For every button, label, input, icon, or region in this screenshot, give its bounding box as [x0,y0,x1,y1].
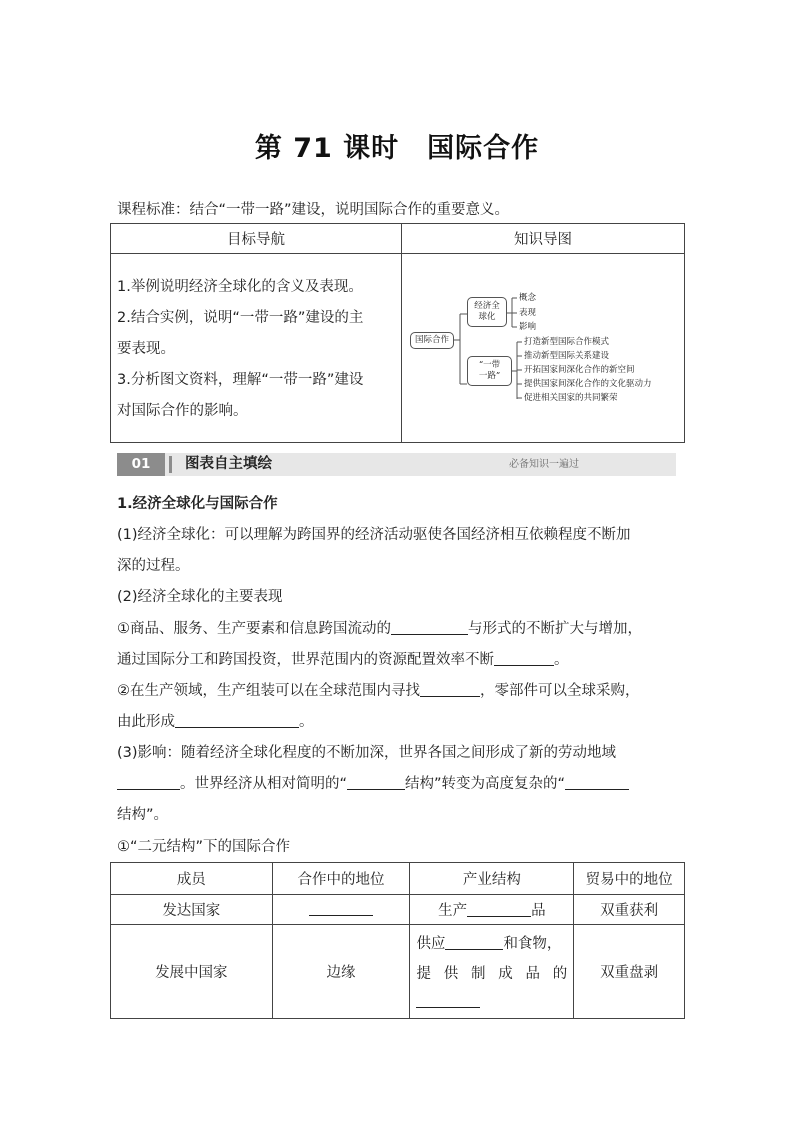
section-label: 图表自主填绘 [185,456,272,472]
header-trade: 贸易中的地位 [574,863,685,895]
cell-industry: 生产 品 [410,895,574,925]
goal-line: 要表现。 [117,341,175,357]
mindmap [402,254,686,444]
mindmap-branch-belt-road: “一带 一路” [467,356,512,386]
goal-line: 3.分析图文资料，理解“一带一路”建设 [117,372,364,388]
mindmap-leaf: 推动新型国际关系建设 [524,351,610,361]
section-number: 01 [117,453,165,476]
paragraph-line: ②在生产领域，生产组装可以在全球范围内寻找 ，零部件可以全球采购， [117,683,640,699]
goals-map-table [110,223,685,443]
fill-blank[interactable] [494,651,554,666]
mindmap-leaf: 促进相关国家的共同繁荣 [524,393,618,403]
cell-trade: 双重获利 [574,895,685,925]
dual-structure-table [110,862,685,1019]
fill-blank[interactable] [175,713,299,728]
mindmap-leaf: 概念 [519,293,537,303]
fill-blank[interactable] [565,775,629,790]
section-divider [169,456,172,473]
goal-line: 2.结合实例，说明“一带一路”建设的主 [117,310,364,326]
fill-blank[interactable] [347,775,405,790]
mindmap-leaf: 影响 [519,322,537,332]
cell-industry: 供应 和食物， 提供制成品的 [410,925,574,1019]
course-standard: 课程标准：结合“一带一路”建设，说明国际合作的重要意义。 [117,202,510,218]
header-status: 合作中的地位 [272,863,410,895]
section-tag: 必备知识一遍过 [509,459,579,470]
paragraph-line: 深的过程。 [117,558,190,574]
fill-blank[interactable] [391,620,468,635]
section-bar [117,453,676,476]
paragraph-line: ①“二元结构”下的国际合作 [117,839,291,855]
mindmap-leaf: 开拓国家间深化合作的新空间 [524,365,635,375]
goals-cell [111,254,402,443]
fill-blank[interactable] [117,775,180,790]
mindmap-leaf: 表现 [519,308,537,318]
mindmap-leaf: 打造新型国际合作模式 [524,337,610,347]
heading-globalization: 1.经济全球化与国际合作 [117,496,278,512]
paragraph-line: 通过国际分工和跨国投资，世界范围内的资源配置效率不断 。 [117,652,569,668]
paragraph-line: (3)影响：随着经济全球化程度的不断加深，世界各国之间形成了新的劳动地域 [117,745,617,761]
header-goals: 目标导航 [111,224,402,254]
mindmap-branch-globalization: 经济全 球化 [467,297,507,327]
mindmap-leaf: 提供国家间深化合作的文化驱动力 [524,379,652,389]
paragraph-line: (2)经济全球化的主要表现 [117,589,283,605]
fill-blank[interactable] [445,935,503,950]
fill-blank[interactable] [416,993,480,1008]
mindmap-connectors [402,254,686,444]
paragraph-line: 由此形成 。 [117,714,314,730]
fill-blank[interactable] [467,902,531,917]
cell-member: 发达国家 [111,895,273,925]
header-industry: 产业结构 [410,863,574,895]
paragraph-line: ①商品、服务、生产要素和信息跨国流动的 与形式的不断扩大与增加， [117,621,642,637]
cell-trade: 双重盘剥 [574,925,685,1019]
fill-blank[interactable] [420,682,480,697]
cell-status [272,895,410,925]
paragraph-line: (1)经济全球化：可以理解为跨国界的经济活动驱使各国经济相互依赖程度不断加 [117,527,631,543]
paragraph-line: 结构”。 [117,807,169,823]
mindmap-cell [402,254,685,443]
mindmap-root: 国际合作 [410,332,454,349]
header-member: 成员 [111,863,273,895]
cell-status: 边缘 [272,925,410,1019]
page-title: 第 71 课时 国际合作 [254,133,540,164]
cell-member: 发展中国家 [111,925,273,1019]
fill-blank[interactable] [309,901,373,916]
goal-line: 1.举例说明经济全球化的含义及表现。 [117,279,363,295]
goal-line: 对国际合作的影响。 [117,403,248,419]
header-mindmap: 知识导图 [402,224,685,254]
paragraph-line: 。世界经济从相对简明的“ 结构”转变为高度复杂的“ [117,772,629,793]
